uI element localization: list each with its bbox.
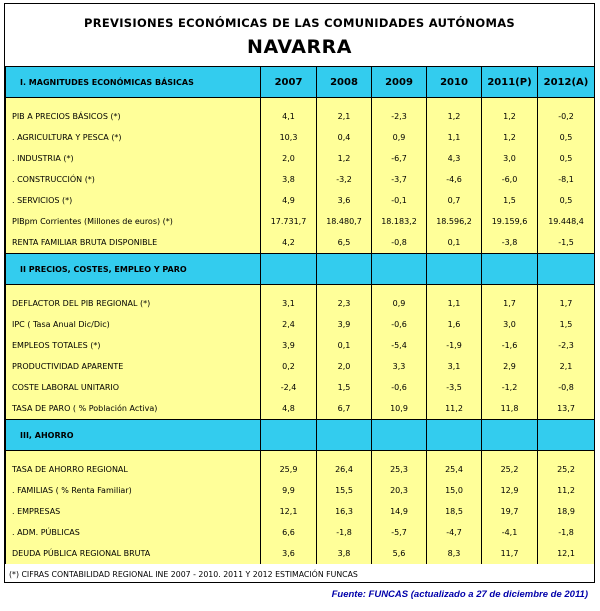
row-value: 6,7 [317, 398, 372, 420]
row-value: 0,2 [261, 356, 317, 377]
table-row [6, 459, 595, 480]
row-value: 13,7 [538, 398, 595, 420]
row-value: 12,9 [482, 480, 538, 501]
table-row [6, 127, 595, 148]
row-value: 4,1 [261, 106, 317, 127]
row-value: 1,2 [482, 106, 538, 127]
row-value: 18.183,2 [372, 211, 427, 232]
spacer-cell [538, 451, 595, 460]
row-value: 3,0 [482, 314, 538, 335]
spacer-cell [427, 451, 482, 460]
row-value: -1,6 [482, 335, 538, 356]
spacer-row [6, 451, 595, 460]
table-row [6, 501, 595, 522]
row-value: 2,9 [482, 356, 538, 377]
row-value: -4,6 [427, 169, 482, 190]
row-value: 3,1 [261, 293, 317, 314]
table-row [6, 335, 595, 356]
row-value: -6,0 [482, 169, 538, 190]
source-note: Fuente: FUNCAS (actualizado a 27 de diciembre de 2011) [331, 589, 588, 600]
row-label: PIBpm Corrientes (Millones de euros) (*) [6, 211, 261, 232]
row-value: -3,8 [482, 232, 538, 254]
row-value: 14,9 [372, 501, 427, 522]
row-value: 4,3 [427, 148, 482, 169]
table-row [6, 190, 595, 211]
year-header [261, 420, 317, 451]
row-label: PIB A PRECIOS BÁSICOS (*) [6, 106, 261, 127]
row-value: 3,3 [372, 356, 427, 377]
spacer-cell [261, 451, 317, 460]
table-row [6, 106, 595, 127]
row-value: 0,5 [538, 190, 595, 211]
spacer-cell [482, 451, 538, 460]
row-value: 9,9 [261, 480, 317, 501]
row-value: 19,7 [482, 501, 538, 522]
section-heading: III, AHORRO [6, 420, 261, 451]
row-value: 0,5 [538, 127, 595, 148]
row-value: 3,9 [317, 314, 372, 335]
row-value: 11,2 [427, 398, 482, 420]
row-value: 12,1 [538, 543, 595, 564]
year-header [372, 254, 427, 285]
year-header: 2008 [317, 67, 372, 98]
row-value: 1,2 [482, 127, 538, 148]
row-value: 18.596,2 [427, 211, 482, 232]
table-row [6, 480, 595, 501]
row-value: -2,3 [538, 335, 595, 356]
row-label: . FAMILIAS ( % Renta Familiar) [6, 480, 261, 501]
row-value: 0,9 [372, 127, 427, 148]
year-header [482, 254, 538, 285]
row-value: -2,4 [261, 377, 317, 398]
row-value: 25,3 [372, 459, 427, 480]
spacer-cell [482, 98, 538, 107]
row-value: 19.159,6 [482, 211, 538, 232]
table-row [6, 356, 595, 377]
row-value: 0,5 [538, 148, 595, 169]
row-value: -1,2 [482, 377, 538, 398]
row-label: RENTA FAMILIAR BRUTA DISPONIBLE [6, 232, 261, 254]
table-row [6, 522, 595, 543]
year-header [317, 420, 372, 451]
row-value: -1,5 [538, 232, 595, 254]
row-value: 26,4 [317, 459, 372, 480]
row-value: -5,4 [372, 335, 427, 356]
year-header: 2011(P) [482, 67, 538, 98]
row-value: 1,1 [427, 293, 482, 314]
row-value: 4,2 [261, 232, 317, 254]
row-value: 0,1 [427, 232, 482, 254]
spacer-cell [6, 98, 261, 107]
row-value: 11,8 [482, 398, 538, 420]
row-value: -1,8 [538, 522, 595, 543]
row-value: 3,1 [427, 356, 482, 377]
row-label: DEUDA PÚBLICA REGIONAL BRUTA [6, 543, 261, 564]
row-value: 19.448,4 [538, 211, 595, 232]
row-value: -0,6 [372, 314, 427, 335]
row-value: -0,6 [372, 377, 427, 398]
row-value: 0,1 [317, 335, 372, 356]
section-heading: I. MAGNITUDES ECONÓMICAS BÁSICAS [6, 67, 261, 98]
table-row [6, 211, 595, 232]
row-value: 3,6 [261, 543, 317, 564]
row-value: 15,5 [317, 480, 372, 501]
row-label: . CONSTRUCCIÓN (*) [6, 169, 261, 190]
row-label: . ADM. PÚBLICAS [6, 522, 261, 543]
year-header [427, 420, 482, 451]
row-value: 3,0 [482, 148, 538, 169]
row-value: 2,1 [317, 106, 372, 127]
row-value: -0,8 [538, 377, 595, 398]
row-value: -4,7 [427, 522, 482, 543]
region-name: NAVARRA [247, 36, 352, 58]
row-value: 1,2 [427, 106, 482, 127]
row-value: 25,2 [482, 459, 538, 480]
year-header: 2010 [427, 67, 482, 98]
spacer-cell [6, 285, 261, 294]
section-header-row [6, 67, 595, 98]
spacer-cell [317, 451, 372, 460]
row-value: 0,4 [317, 127, 372, 148]
row-value: 2,0 [261, 148, 317, 169]
section-heading: II PRECIOS, COSTES, EMPLEO Y PARO [6, 254, 261, 285]
row-value: 18,9 [538, 501, 595, 522]
spacer-cell [372, 285, 427, 294]
row-value: 18.480,7 [317, 211, 372, 232]
row-value: -1,8 [317, 522, 372, 543]
year-header: 2007 [261, 67, 317, 98]
row-value: 1,2 [317, 148, 372, 169]
spacer-cell [261, 98, 317, 107]
row-value: 16,3 [317, 501, 372, 522]
row-label: TASA DE AHORRO REGIONAL [6, 459, 261, 480]
row-value: 1,7 [482, 293, 538, 314]
row-value: 1,1 [427, 127, 482, 148]
spacer-cell [538, 285, 595, 294]
row-label: . SERVICIOS (*) [6, 190, 261, 211]
spacer-cell [261, 285, 317, 294]
row-value: -0,1 [372, 190, 427, 211]
spacer-cell [427, 285, 482, 294]
row-value: 8,3 [427, 543, 482, 564]
year-header [427, 254, 482, 285]
row-value: 1,5 [538, 314, 595, 335]
table-row [6, 377, 595, 398]
row-value: 2,1 [538, 356, 595, 377]
row-label: PRODUCTIVIDAD APARENTE [6, 356, 261, 377]
row-value: -3,2 [317, 169, 372, 190]
year-header [372, 420, 427, 451]
row-value: -5,7 [372, 522, 427, 543]
row-value: -1,9 [427, 335, 482, 356]
year-header [538, 420, 595, 451]
table-row [6, 148, 595, 169]
row-value: 11,2 [538, 480, 595, 501]
row-value: 3,8 [261, 169, 317, 190]
row-value: -0,2 [538, 106, 595, 127]
row-label: . EMPRESAS [6, 501, 261, 522]
row-value: 3,6 [317, 190, 372, 211]
forecast-table [5, 66, 595, 564]
row-value: 4,9 [261, 190, 317, 211]
spacer-row [6, 285, 595, 294]
row-value: 6,6 [261, 522, 317, 543]
spacer-row [6, 98, 595, 107]
row-value: 5,6 [372, 543, 427, 564]
spacer-cell [6, 451, 261, 460]
footnote: (*) CIFRAS CONTABILIDAD REGIONAL INE 2007 - 2010. 2011 Y 2012 ESTIMACIÓN FUNCAS [9, 570, 358, 579]
row-value: 18,5 [427, 501, 482, 522]
row-value: -3,5 [427, 377, 482, 398]
spacer-cell [538, 98, 595, 107]
row-value: 25,2 [538, 459, 595, 480]
section-header-row [6, 420, 595, 451]
row-value: 6,5 [317, 232, 372, 254]
row-value: 20,3 [372, 480, 427, 501]
row-value: 25,4 [427, 459, 482, 480]
row-label: COSTE LABORAL UNITARIO [6, 377, 261, 398]
row-value: -2,3 [372, 106, 427, 127]
spacer-cell [427, 98, 482, 107]
row-label: . INDUSTRIA (*) [6, 148, 261, 169]
row-value: 0,7 [427, 190, 482, 211]
table-row [6, 543, 595, 564]
year-header [317, 254, 372, 285]
year-header: 2012(A) [538, 67, 595, 98]
row-label: IPC ( Tasa Anual Dic/Dic) [6, 314, 261, 335]
spacer-cell [482, 285, 538, 294]
table-row [6, 314, 595, 335]
year-header [261, 254, 317, 285]
spacer-cell [372, 98, 427, 107]
row-value: 10,9 [372, 398, 427, 420]
table-row [6, 169, 595, 190]
row-label: EMPLEOS TOTALES (*) [6, 335, 261, 356]
row-value: 10,3 [261, 127, 317, 148]
row-value: 17.731,7 [261, 211, 317, 232]
report-frame [4, 3, 595, 583]
row-value: 2,3 [317, 293, 372, 314]
row-value: 0,9 [372, 293, 427, 314]
table-row [6, 398, 595, 420]
row-value: 11,7 [482, 543, 538, 564]
row-label: TASA DE PARO ( % Población Activa) [6, 398, 261, 420]
row-value: -0,8 [372, 232, 427, 254]
row-value: 1,5 [317, 377, 372, 398]
spacer-cell [372, 451, 427, 460]
row-value: 1,6 [427, 314, 482, 335]
row-value: -4,1 [482, 522, 538, 543]
row-value: 15,0 [427, 480, 482, 501]
row-value: 2,0 [317, 356, 372, 377]
row-value: -6,7 [372, 148, 427, 169]
section-header-row [6, 254, 595, 285]
row-value: 1,7 [538, 293, 595, 314]
year-header [482, 420, 538, 451]
row-value: 3,8 [317, 543, 372, 564]
row-value: 1,5 [482, 190, 538, 211]
row-value: 2,4 [261, 314, 317, 335]
row-label: DEFLACTOR DEL PIB REGIONAL (*) [6, 293, 261, 314]
table-row [6, 293, 595, 314]
row-value: 4,8 [261, 398, 317, 420]
year-header [538, 254, 595, 285]
row-value: 12,1 [261, 501, 317, 522]
spacer-cell [317, 98, 372, 107]
report-title: PREVISIONES ECONÓMICAS DE LAS COMUNIDADES AUTÓNOMAS [83, 16, 516, 30]
row-label: . AGRICULTURA Y PESCA (*) [6, 127, 261, 148]
row-value: 3,9 [261, 335, 317, 356]
row-value: 25,9 [261, 459, 317, 480]
spacer-cell [317, 285, 372, 294]
row-value: -8,1 [538, 169, 595, 190]
table-row [6, 232, 595, 254]
year-header: 2009 [372, 67, 427, 98]
row-value: -3,7 [372, 169, 427, 190]
